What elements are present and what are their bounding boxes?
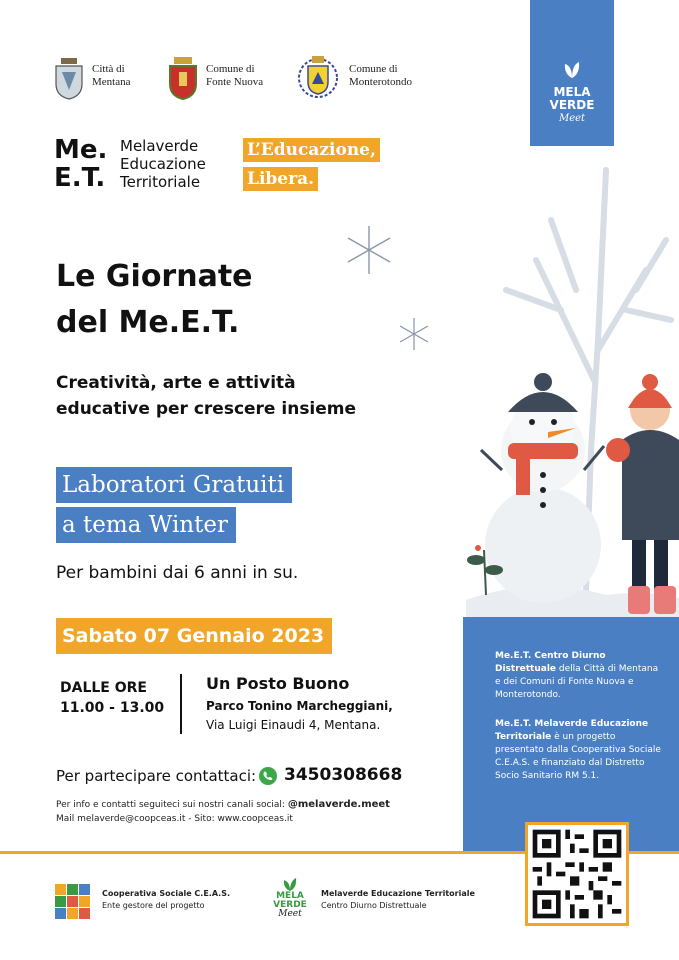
social-line [56,799,390,810]
page-title [56,254,253,346]
qr-code-icon [528,825,626,923]
contact-phone[interactable]: 3450308668 [284,765,403,785]
info-paragraph-1 [495,650,665,702]
leaf-icon [560,58,584,80]
melaverde-meet: Meet [558,113,586,124]
audience-text: Per bambini dai 6 anni in su. [56,563,299,583]
page-subtitle [56,370,356,422]
met-subtitle [120,137,206,191]
monterotondo-label: Comune di Monterotondo [349,63,412,88]
time-label: DALLE ORE [60,680,147,696]
coop-name: Cooperativa Sociale C.E.A.S. [102,889,231,898]
ceas-logo-icon [55,884,91,922]
info-p2-bold: Me.E.T. Melaverde Educazione Territoriale [495,719,649,742]
social-text: Per info e contatti seguiteci sui nostri canali social: [56,800,285,810]
melaverde-word-2: VERDE [549,98,595,112]
melaverde-logo-box [530,0,614,146]
mail-line[interactable]: Mail melaverde@coopceas.it - Sito: www.coopceas.it [56,814,293,824]
social-handle[interactable]: @melaverde.meet [287,799,390,810]
winter-illustration [336,150,679,620]
info-paragraph-2 [495,718,665,783]
footer-mv-meet: Meet [278,909,302,919]
footer-mv-word-2: VERDE [273,900,307,910]
met-logo-line1: Me. [54,135,108,165]
event-date: Sabato 07 Gennaio 2023 [56,618,332,654]
coop-role: Ente gestore del progetto [102,901,205,910]
footer-mv-word-1: MELA [276,891,304,901]
title-line2: del Me.E.T. [56,305,240,340]
snowflake-small-icon [400,318,428,350]
labs-band-line1: Laboratori Gratuiti [56,467,292,503]
mv-name: Melaverde Educazione Territoriale [321,889,475,898]
subtitle-line2: educative per crescere insieme [56,399,357,419]
park-name: Parco Tonino Marcheggiani, [206,699,393,713]
mentana-label: Città di Mentana [92,63,131,88]
event-place: Un Posto Buono [206,674,350,693]
monterotondo-crest-icon [296,54,340,100]
footer-melaverde [321,888,475,912]
tagline-line1: L’Educazione, [243,138,380,162]
street-address: Via Luigi Einaudi 4, Mentana. [206,718,381,732]
mentana-crest-icon [52,56,86,100]
event-address [206,697,393,735]
fonte-nuova-crest-icon [166,56,200,100]
labs-band-line2: a tema Winter [56,507,236,543]
met-logo [54,136,107,192]
contact-label: Per partecipare contattaci: [56,767,257,785]
info-p1-bold: Me.E.T. Centro Diurno Distrettuale [495,651,606,674]
subtitle-line1: Creatività, arte e attività [56,373,296,393]
met-logo-line2: E.T. [54,163,106,193]
info-p2-rest: è un progetto presentato dalla Cooperativa Sociale C.E.A.S. e finanziato dal Distretto Socio Sanitario RM 5.1. [495,732,661,781]
met-sub-3: Territoriale [120,173,201,191]
qr-code[interactable] [525,822,629,926]
divider [180,674,182,734]
snowflake-icon [348,226,390,274]
whatsapp-icon [258,766,278,786]
melaverde-word-1: MELA [553,85,591,99]
met-sub-1: Melaverde [120,137,199,155]
footer-coop [102,888,230,912]
info-p1-rest: della Città di Mentana e dei Comuni di Fonte Nuova e Monterotondo. [495,664,659,700]
mv-role: Centro Diurno Distrettuale [321,901,427,910]
time-value: 11.00 - 13.00 [60,700,165,716]
fonte-nuova-label: Comune di Fonte Nuova [206,63,264,88]
met-sub-2: Educazione [120,155,206,173]
tagline-line2: Libera. [243,167,318,191]
footer-melaverde-logo [270,892,310,919]
title-line1: Le Giornate [56,259,253,294]
melaverde-leaf-icon [281,876,299,892]
event-time [60,678,164,718]
